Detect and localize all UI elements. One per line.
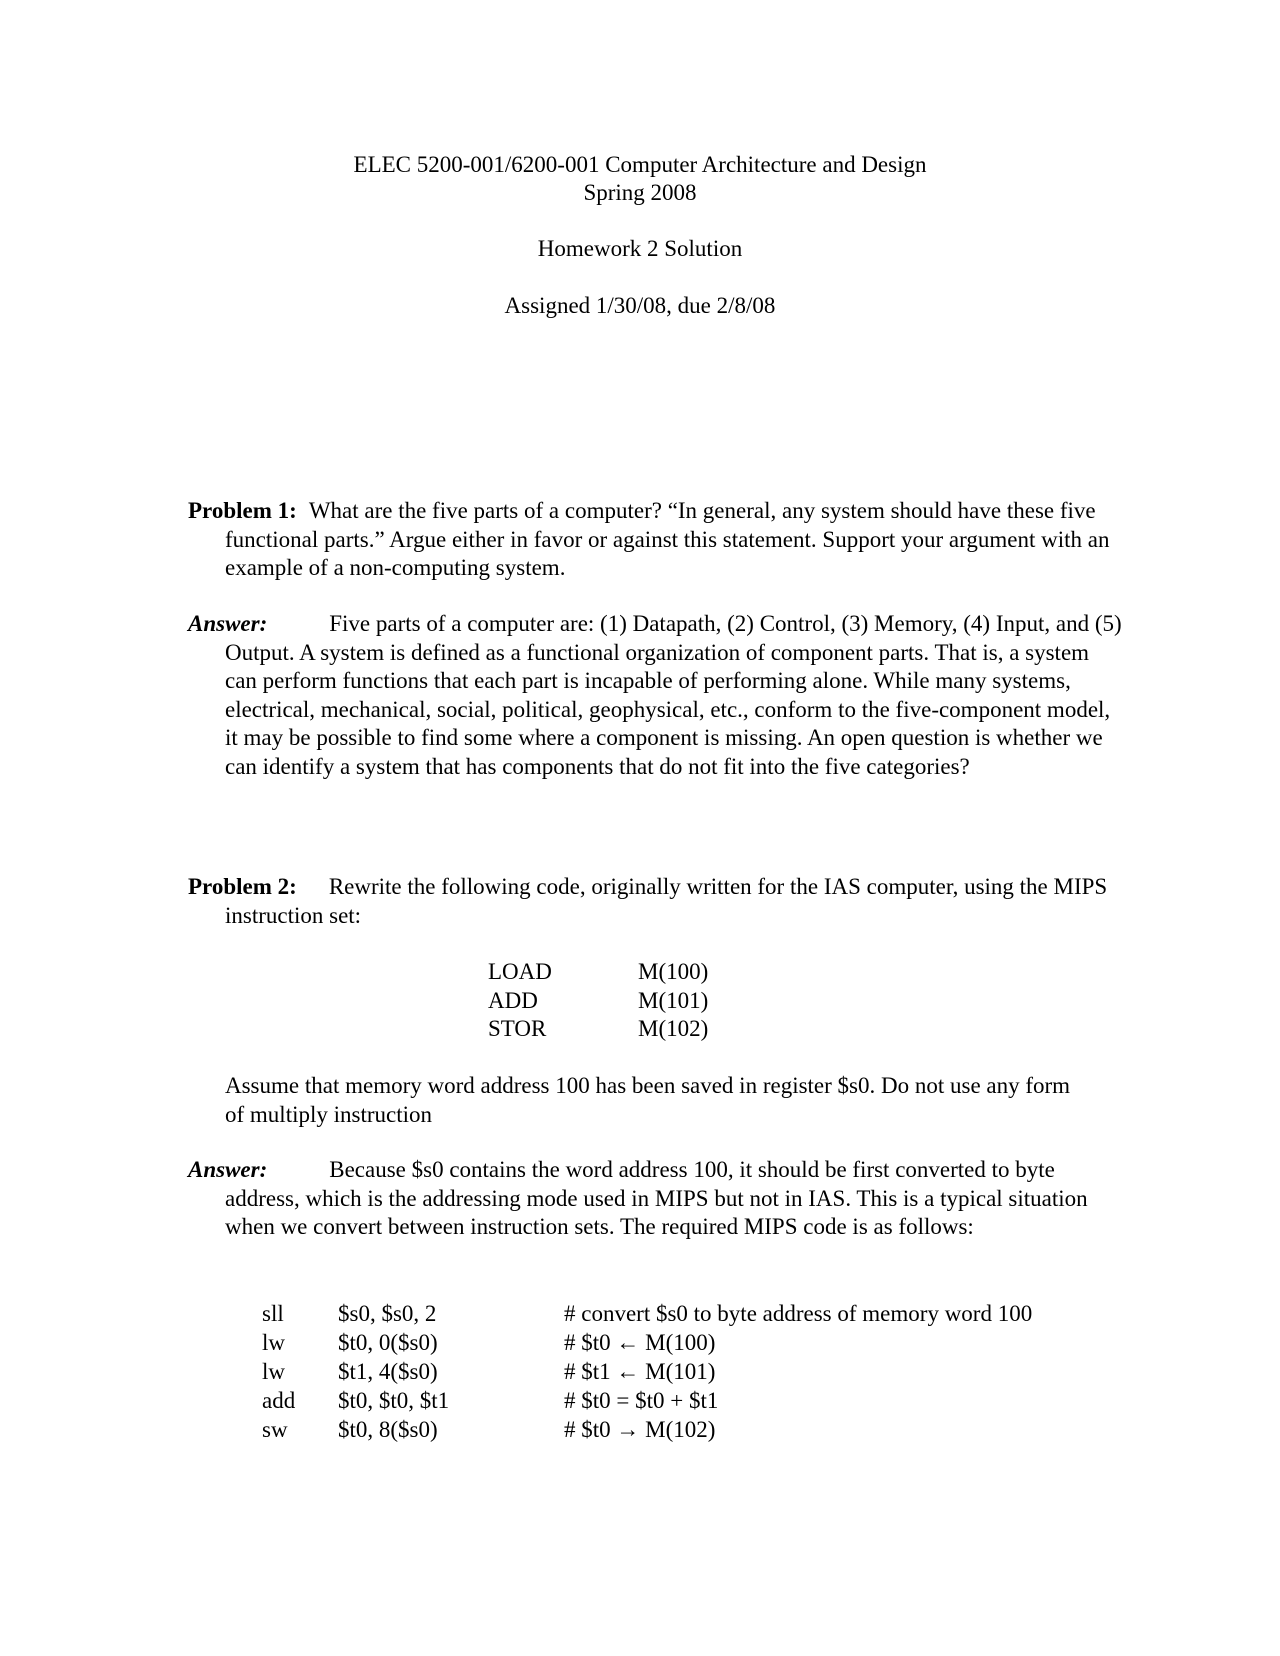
problem-1-text: What are the five parts of a computer? “In general, any system should have these five functional parts.” Argue either in favor or against this statement. Support your argument with an example of a non-computing system. (225, 498, 1110, 580)
code-line (488, 958, 708, 987)
problem-1-answer-text: Five parts of a computer are: (1) Datapath, (2) Control, (3) Memory, (4) Input, and (5) Output. A system is defined as a functional organization of component parts. That is, a system can perform functions that each part is incapable of performing alone. While many systems, electrical, mechanical, social, political, geophysical, etc., conform to the five-component model, it may be possible to find some where a component is missing. An open question is whether we can identify a system that has components that do not fit into the five categories? (225, 611, 1122, 779)
problem-2-answer (188, 1156, 1125, 1242)
assigned-dates: Assigned 1/30/08, due 2/8/08 (504, 293, 776, 318)
mips-comment: # $t0 ← M(100) (564, 1330, 716, 1355)
mips-operands: $t0, $t0, $t1 (338, 1388, 450, 1413)
ias-code-block (488, 958, 708, 1044)
term: Spring 2008 (583, 180, 697, 205)
problem-2-question (188, 873, 1125, 930)
ias-opcode: LOAD (488, 959, 552, 984)
mips-operands: $t1, 4($s0) (338, 1359, 438, 1384)
mips-comment: # $t1 ← M(101) (564, 1359, 716, 1384)
problem-2-assumption: Assume that memory word address 100 has been saved in register $s0. Do not use any form of multiply instruction (225, 1073, 1071, 1127)
problem-1-answer-label: Answer: (188, 611, 268, 636)
code-line (262, 1358, 1032, 1387)
code-line (488, 1015, 708, 1044)
problem-1-question (188, 497, 1125, 583)
problem-2-answer-text: Because $s0 contains the word address 100, it should be first converted to byte address, which is the addressing mode used in MIPS but not in IAS. This is a typical situation when we convert between instruction sets. The required MIPS code is as follows: (225, 1157, 1088, 1239)
ias-operand: M(102) (638, 1016, 709, 1041)
mips-opcode: sw (262, 1417, 288, 1442)
problem-2-text: Rewrite the following code, originally written for the IAS computer, using the MIPS instruction set: (225, 874, 1108, 928)
mips-code-block (262, 1300, 1032, 1445)
mips-opcode: lw (262, 1359, 285, 1384)
document-title: Homework 2 Solution (537, 236, 743, 261)
ias-operand: M(101) (638, 987, 709, 1013)
mips-opcode: sll (262, 1301, 284, 1326)
course-title: ELEC 5200-001/6200-001 Computer Architecture and Design (353, 152, 927, 177)
ias-opcode: STOR (488, 1016, 547, 1041)
problem-1-label: Problem 1: (188, 498, 297, 523)
mips-opcode: lw (262, 1330, 285, 1355)
code-line (262, 1387, 1032, 1416)
mips-operands: $t0, 8($s0) (338, 1417, 438, 1442)
ias-operand: M(100) (638, 959, 709, 984)
code-line (262, 1416, 1032, 1445)
problem-1-answer (188, 610, 1125, 781)
mips-comment: # $t0 = $t0 + $t1 (564, 1388, 719, 1413)
problem-2-label: Problem 2: (188, 874, 297, 899)
mips-operands: $t0, 0($s0) (338, 1330, 438, 1355)
code-line (488, 987, 708, 1016)
code-line (262, 1300, 1032, 1329)
problem-2-answer-label: Answer: (188, 1157, 268, 1182)
code-line (262, 1329, 1032, 1358)
ias-opcode: ADD (488, 987, 538, 1013)
mips-operands: $s0, $s0, 2 (338, 1301, 437, 1326)
mips-comment: # convert $s0 to byte address of memory word 100 (564, 1301, 1033, 1326)
mips-opcode: add (262, 1388, 296, 1413)
mips-comment: # $t0 → M(102) (564, 1417, 716, 1442)
